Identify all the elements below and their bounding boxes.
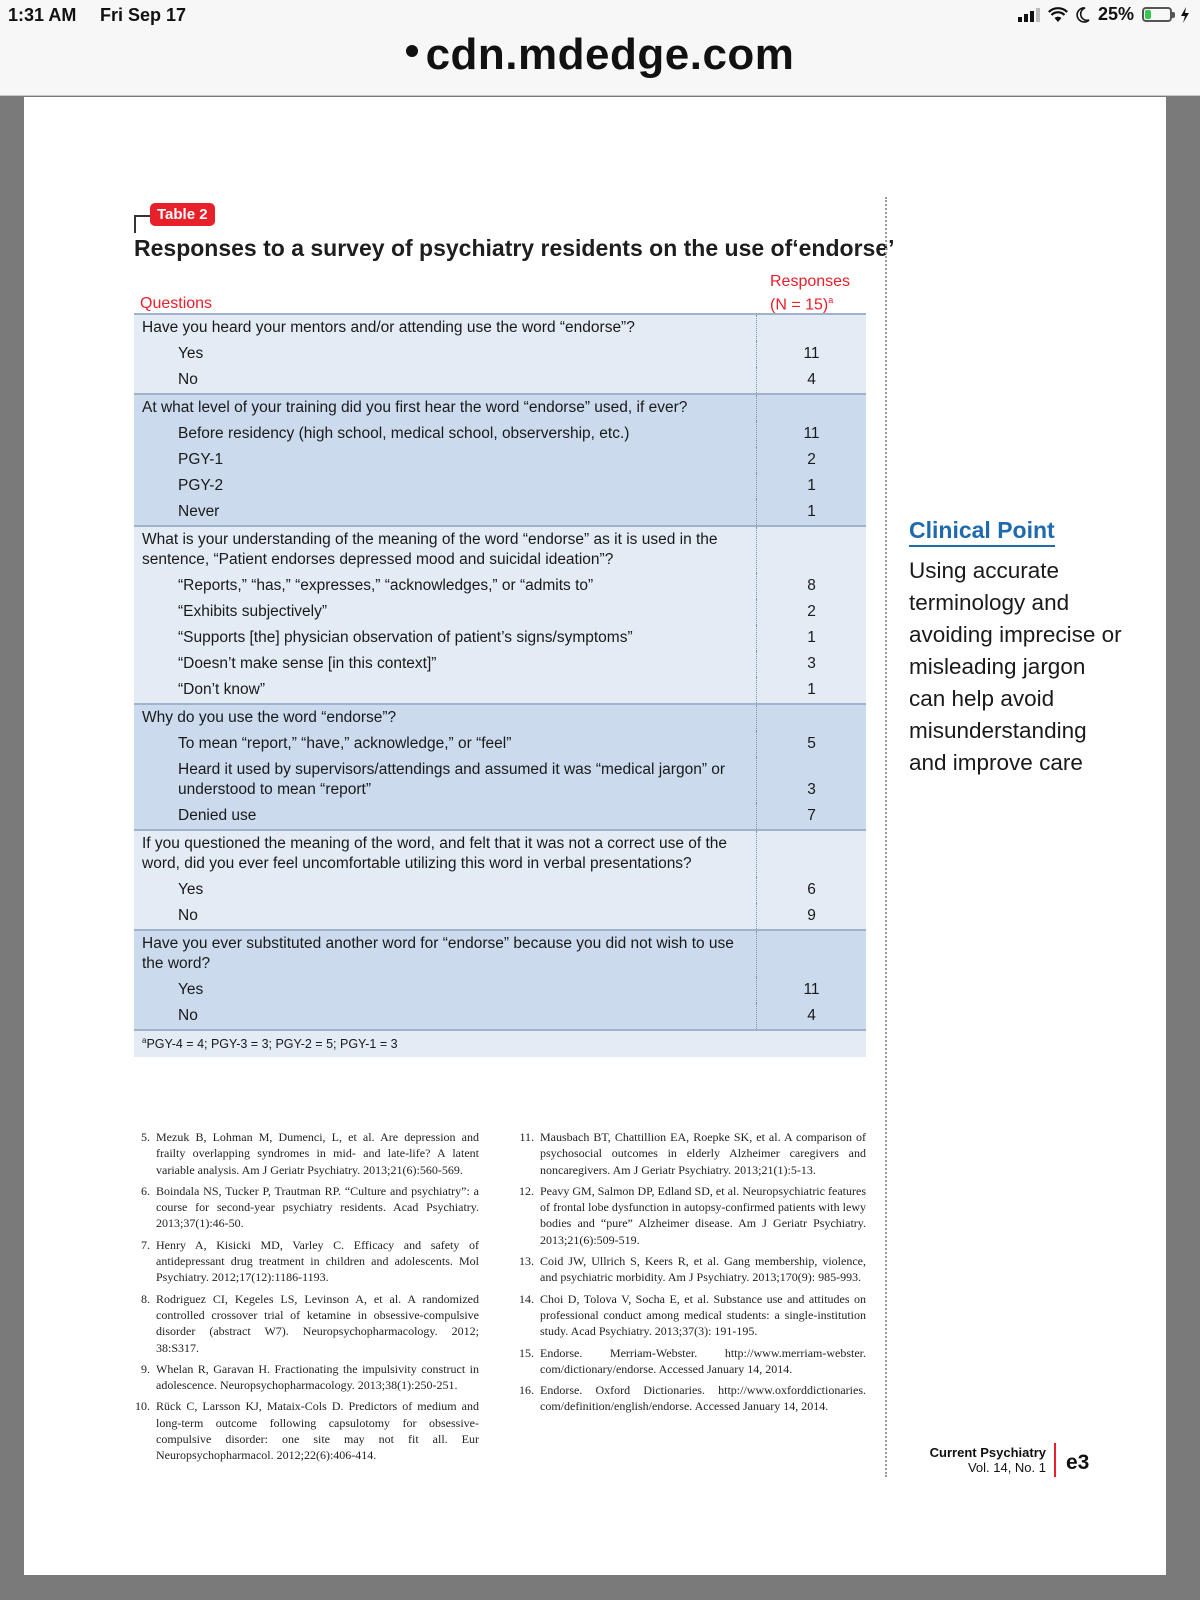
question-row: [134, 705, 866, 731]
answer-row: [134, 599, 866, 625]
answer-row: [134, 421, 866, 447]
answer-label: No: [178, 907, 198, 924]
reference-text: Peavy GM, Salmon DP, Edland SD, et al. Neuropsychiatric features of frontal lobe dysfunction in autopsy-confirmed patients with lewy bodies and “pure” Alzheimer disease. Am J Geriatr Psychiatry. 2013;21(6):509-519.: [540, 1183, 866, 1247]
lock-icon: [406, 45, 418, 57]
question-text: Why do you use the word “endorse”?: [142, 709, 397, 726]
table-section: [134, 313, 866, 393]
document-page: [24, 97, 1166, 1575]
answer-row: [134, 341, 866, 367]
reference-number: 11.: [519, 1130, 534, 1144]
reference-number: 12.: [519, 1183, 534, 1198]
answer-row: [134, 877, 866, 903]
reference-number: 16.: [519, 1383, 534, 1398]
answer-count: 11: [756, 421, 866, 447]
question-text: At what level of your training did you first hear the word “endorse” used, if ever?: [142, 399, 688, 416]
reference-number: 9.: [141, 1361, 150, 1376]
reference-item: [134, 1361, 479, 1394]
reference-text: Coid JW, Ullrich S, Keers R, et al. Gang membership, violence, and psychiatric morbidity. Am J Psychiatry. 2013;170(9): 985-993.: [540, 1254, 866, 1285]
answer-row: [134, 903, 866, 929]
reference-text: Boindala NS, Tucker P, Trautman RP. “Culture and psychiatry”: a course for second-year psychiatry residents. Acad Psychiatry. 2013;37(1):46-50.: [156, 1183, 479, 1231]
column-header-responses: [770, 272, 850, 314]
answer-row: [134, 499, 866, 525]
answer-label: Yes: [178, 981, 204, 998]
answer-count: 8: [756, 573, 866, 599]
answer-count: 3: [756, 757, 866, 803]
battery-percent: 25%: [1097, 4, 1134, 24]
address-bar[interactable]: [0, 30, 1200, 80]
moon-icon: [1076, 7, 1090, 23]
question-text: What is your understanding of the meaning of the word “endorse” as it is used in the sentence, “Patient endorses depressed mood and suicidal ideation”?: [142, 531, 718, 568]
url-text: cdn.mdedge.com: [425, 30, 795, 79]
answer-row: [134, 473, 866, 499]
responses-header-line1: Responses: [770, 273, 851, 290]
journal-divider: [1054, 1443, 1056, 1477]
answer-label: “Supports [the] physician observation of patient’s signs/symptoms”: [178, 629, 633, 646]
references-right-column: [518, 1129, 866, 1420]
question-text: Have you ever substituted another word for “endorse” because you did not wish to use the word?: [142, 935, 734, 972]
battery-fill: [1145, 10, 1151, 19]
answer-label: “Reports,” “has,” “expresses,” “acknowledges,” or “admits to”: [178, 577, 594, 594]
charging-bolt-icon: [1180, 7, 1190, 23]
battery-icon: [1142, 7, 1172, 22]
responses-n: (N = 15): [770, 296, 829, 314]
browser-chrome: [0, 0, 1200, 96]
wifi-icon: [1048, 7, 1068, 23]
question-row: [134, 527, 866, 573]
journal-issue: Vol. 14, No. 1: [967, 1460, 1046, 1475]
survey-table: [134, 313, 866, 1057]
reference-item: [518, 1382, 866, 1415]
answer-label: To mean “report,” “have,” acknowledge,” or “feel”: [178, 735, 512, 752]
answer-count: 6: [756, 877, 866, 903]
question-value-cell: [756, 931, 866, 977]
answer-row: [134, 1003, 866, 1029]
status-indicators: [1018, 4, 1190, 25]
reference-number: 13.: [519, 1254, 534, 1269]
references-left-column: [134, 1129, 479, 1469]
answer-count: 3: [756, 651, 866, 677]
reference-number: 5.: [141, 1130, 150, 1144]
reference-item: [518, 1183, 866, 1248]
answer-label: Yes: [178, 345, 204, 362]
answer-label: “Doesn’t make sense [in this context]”: [178, 655, 437, 672]
answer-label: PGY-2: [178, 477, 224, 494]
reference-text: Henry A, Kisicki MD, Varley C. Efficacy and safety of antidepressant drug treatment in children and adolescents. Mol Psychiatry. 2012;17(12):1186-1193.: [156, 1237, 479, 1285]
table-section: [134, 929, 866, 1029]
responses-footnote-mark: a: [828, 295, 834, 305]
question-value-cell: [756, 527, 866, 573]
answer-count: 5: [756, 731, 866, 757]
answer-row: [134, 625, 866, 651]
reference-text: Mausbach BT, Chattillion EA, Roepke SK, et al. A comparison of psychosocial outcomes in elderly Alzheimer caregivers and noncaregivers. Am J Geriatr Psychiatry. 2013;21(1):5-13.: [540, 1130, 866, 1177]
footnote-text: PGY-4 = 4; PGY-3 = 3; PGY-2 = 5; PGY-1 = 3: [146, 1037, 398, 1052]
answer-count: 1: [756, 677, 866, 703]
answer-label: “Don’t know”: [178, 681, 265, 698]
answer-count: 1: [756, 473, 866, 499]
question-row: [134, 395, 866, 421]
answer-count: 4: [756, 367, 866, 393]
answer-count: 9: [756, 903, 866, 929]
cellular-signal-icon: [1018, 8, 1040, 22]
answer-row: [134, 803, 866, 829]
answer-count: 2: [756, 447, 866, 473]
reference-item: [518, 1291, 866, 1340]
reference-number: 15.: [519, 1345, 534, 1360]
question-value-cell: [756, 315, 866, 341]
reference-text: Rodriguez CI, Kegeles LS, Levinson A, et al. A randomized controlled crossover trial of ketamine in obsessive-compulsive disorder (abstract W7). Neuropsychopharmacology. 2012; 38:S317.: [156, 1291, 479, 1355]
status-date: Fri Sep 17: [100, 5, 187, 25]
sidebar-divider: [885, 197, 887, 1477]
question-row: [134, 931, 866, 977]
answer-label: “Exhibits subjectively”: [178, 603, 328, 620]
journal-info: [902, 1445, 1046, 1475]
table-tag-label: Table 2: [150, 203, 215, 226]
reference-number: 7.: [141, 1237, 150, 1252]
responses-header-line2: [770, 291, 850, 314]
reference-item: [134, 1237, 479, 1286]
reference-item: [518, 1129, 866, 1178]
question-text: If you questioned the meaning of the word, and felt that it was not a correct use of the word, did you ever feel uncomfortable utilizing this word in verbal presentations?: [142, 835, 728, 872]
question-value-cell: [756, 831, 866, 877]
reference-text: Choi D, Tolova V, Socha E, et al. Substance use and attitudes on professional conduct among medical students: a single-institution study. Acad Psychiatry. 2013;37(3): 191-195.: [540, 1291, 866, 1339]
answer-count: 2: [756, 599, 866, 625]
answer-row: [134, 651, 866, 677]
reference-text: Rück C, Larsson KJ, Mataix-Cols D. Predictors of medium and long-term outcome following capsulotomy for obsessive-compulsive disorder: one site may not fit all. Eur Neuropsychopharmacol. 2012;22(6):406-414.: [156, 1399, 479, 1463]
clinical-point-title: Clinical Point: [909, 517, 1055, 547]
reference-text: Mezuk B, Lohman M, Dumenci, L, et al. Are depression and frailty overlapping syndromes in mid- and late-life? A latent variable analysis. Am J Geriatr Psychiatry. 2013;21(6):560-569.: [156, 1130, 479, 1177]
answer-label: Heard it used by supervisors/attendings and assumed it was “medical jargon” or understood to mean “report”: [178, 761, 726, 798]
reference-item: [518, 1253, 866, 1286]
journal-name: Current Psychiatry: [929, 1445, 1046, 1460]
question-value-cell: [756, 705, 866, 731]
reference-item: [518, 1345, 866, 1378]
reference-number: 6.: [141, 1183, 150, 1198]
table-section: [134, 393, 866, 525]
answer-count: 1: [756, 625, 866, 651]
answer-row: [134, 757, 866, 803]
answer-row: [134, 731, 866, 757]
reference-item: [134, 1129, 479, 1178]
question-text: Have you heard your mentors and/or attending use the word “endorse”?: [142, 319, 635, 336]
answer-label: No: [178, 1007, 198, 1024]
table-section: [134, 525, 866, 703]
reference-number: 10.: [135, 1399, 150, 1414]
answer-count: 7: [756, 803, 866, 829]
reference-number: 8.: [141, 1291, 150, 1306]
answer-row: [134, 447, 866, 473]
answer-label: Before residency (high school, medical school, observership, etc.): [178, 425, 630, 442]
answer-count: 11: [756, 341, 866, 367]
answer-row: [134, 977, 866, 1003]
answer-row: [134, 677, 866, 703]
reference-number: 14.: [519, 1291, 534, 1306]
answer-label: No: [178, 371, 198, 388]
column-header-questions: Questions: [140, 295, 213, 312]
answer-count: 4: [756, 1003, 866, 1029]
reference-item: [134, 1291, 479, 1356]
reference-text: Whelan R, Garavan H. Fractionating the impulsivity construct in adolescence. Neuropsychopharmacology. 2013;38(1):250-251.: [156, 1361, 479, 1393]
answer-label: PGY-1: [178, 451, 224, 468]
question-row: [134, 831, 866, 877]
page-number: e3: [1066, 1451, 1090, 1474]
answer-count: 11: [756, 977, 866, 1003]
question-value-cell: [756, 395, 866, 421]
table-section: [134, 829, 866, 929]
table-section: [134, 703, 866, 829]
question-row: [134, 315, 866, 341]
reference-text: Endorse. Merriam-Webster. http://www.merriam-webster. com/dictionary/endorse. Accessed January 14, 2014.: [540, 1345, 866, 1376]
reference-item: [134, 1183, 479, 1232]
status-time: 1:31 AM: [8, 5, 77, 25]
answer-label: Never: [178, 503, 220, 520]
answer-row: [134, 573, 866, 599]
reference-item: [134, 1398, 479, 1463]
footnote-mark: a: [142, 1036, 147, 1045]
answer-label: Denied use: [178, 807, 257, 824]
reference-text: Endorse. Oxford Dictionaries. http://www.oxforddictionaries. com/definition/english/endorse. Accessed January 14, 2014.: [540, 1383, 866, 1414]
answer-label: Yes: [178, 881, 204, 898]
clinical-point-body: Using accurate terminology and avoiding imprecise or misleading jargon can help avoid misunderstanding and improve care: [909, 558, 1122, 775]
table-title: Responses to a survey of psychiatry residents on the use of‘endorse’: [134, 235, 895, 261]
answer-count: 1: [756, 499, 866, 525]
table-footnote: [134, 1029, 866, 1057]
answer-row: [134, 367, 866, 393]
